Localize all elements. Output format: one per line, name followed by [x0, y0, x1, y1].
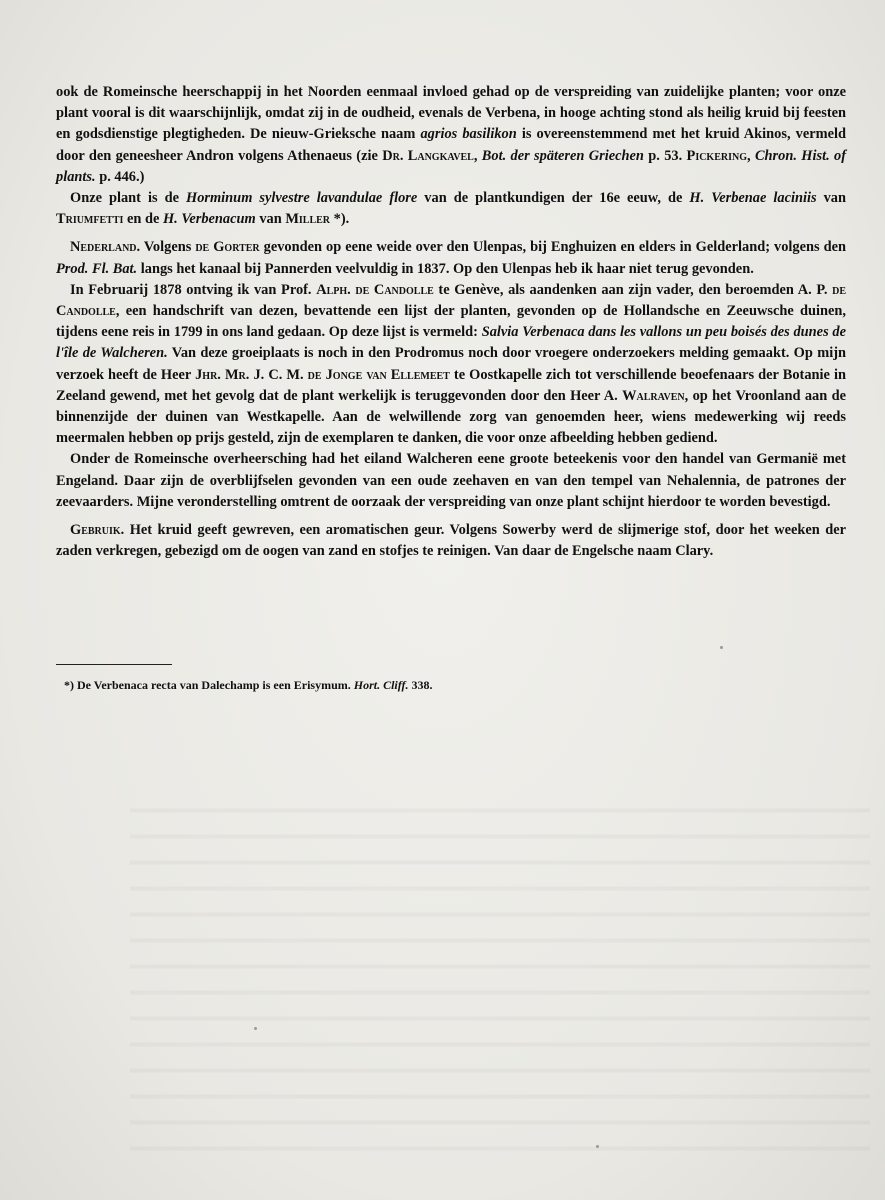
paragraph-horminum: Onze plant is de Horminum sylvestre lavandulae flore van de plantkundigen der 16e eeuw, de H. Verbenae laciniis van Triumfetti en de H. Verbenacum van Miller *).: [56, 190, 846, 228]
paragraph-walcheren: Onder de Romeinsche overheersching had het eiland Walcheren eene groote beteekenis voor den handel van Germanië met Engeland. Daar zijn de overblijfselen gevonden van een oude zeehaven en van den tempel van Nehalennia, de patrones der zeevaarders. Mijne veronderstelling omtrent de oorzaak der verspreiding van onze plant schijnt hierdoor te worden bevestigd.: [56, 451, 846, 510]
main-text: [56, 82, 846, 562]
footnote-divider: [56, 664, 172, 665]
dust-speck: [596, 1145, 599, 1148]
paragraph-februarij-1878: In Februarij 1878 ontving ik van Prof. Alph. de Candolle te Genève, als aandenken aan zijn vader, den beroemden A. P. de Candolle, een handschrift van dezen, bevattende een lijst der planten, gevonden op de Hollandsche en Zeeuwsche duinen, tijdens eene reis in 1799 in ons land gedaan. Op deze lijst is vermeld: Salvia Verbenaca dans les vallons un peu boisés des dunes de l'île de Walcheren. Van deze groeiplaats is noch in den Prodromus noch door vroegere onderzoekers melding gemaakt. Op mijn verzoek heeft de Heer Jhr. Mr. J. C. M. de Jonge van Ellemeet te Oostkapelle zich tot verschillende beoefenaars der Botanie in Zeeland gewend, met het gevolg dat de plant werkelijk is teruggevonden door den Heer A. Walraven, op het Vroonland aan de binnenzijde der duinen van Westkapelle. Aan de welwillende zorg van genoemden heer, wiens medewerking wij reeds meermalen hebben op prijs gesteld, zijn de exemplaren te danken, die voor onze afbeelding hebben gediend.: [56, 281, 846, 447]
dust-speck: [254, 1027, 257, 1030]
bleed-through-texture: [130, 790, 870, 1160]
paragraph-gebruik: Gebruik. Het kruid geeft gewreven, een aromatischen geur. Volgens Sowerby werd de slijmerige stof, door het weeken der zaden verkregen, gebezigd om de oogen van zand en stofjes te reinigen. Van daar de Engelsche naam Clary.: [56, 522, 846, 560]
paragraph-nederland: Nederland. Volgens de Gorter gevonden op eene weide over den Ulenpas, bij Enghuizen en elders in Gelderland; volgens den Prod. Fl. Bat. langs het kanaal bij Pannerden veelvuldig in 1837. Op den Ulenpas heb ik haar niet terug gevonden.: [56, 239, 846, 277]
dust-speck: [720, 646, 723, 649]
footnote: *) De Verbenaca recta van Dalechamp is een Erisymum. Hort. Cliff. 338.: [64, 678, 433, 692]
paragraph-romeinsche-heerschappij: ook de Romeinsche heerschappij in het Noorden eenmaal invloed gehad op de verspreiding van zuidelijke planten; voor onze plant vooral is dit waarschijnlijk, omdat zij in de oudheid, evenals de Verbena, in hooge achting stond als heilig kruid bij feesten en godsdienstige plegtigheden. De nieuw-Grieksche naam agrios basilikon is overeenstemmend met het kruid Akinos, vermeld door den geneesheer Andron volgens Athenaeus (zie Dr. Langkavel, Bot. der späteren Griechen p. 53. Pickering, Chron. Hist. of plants. p. 446.): [56, 84, 847, 185]
